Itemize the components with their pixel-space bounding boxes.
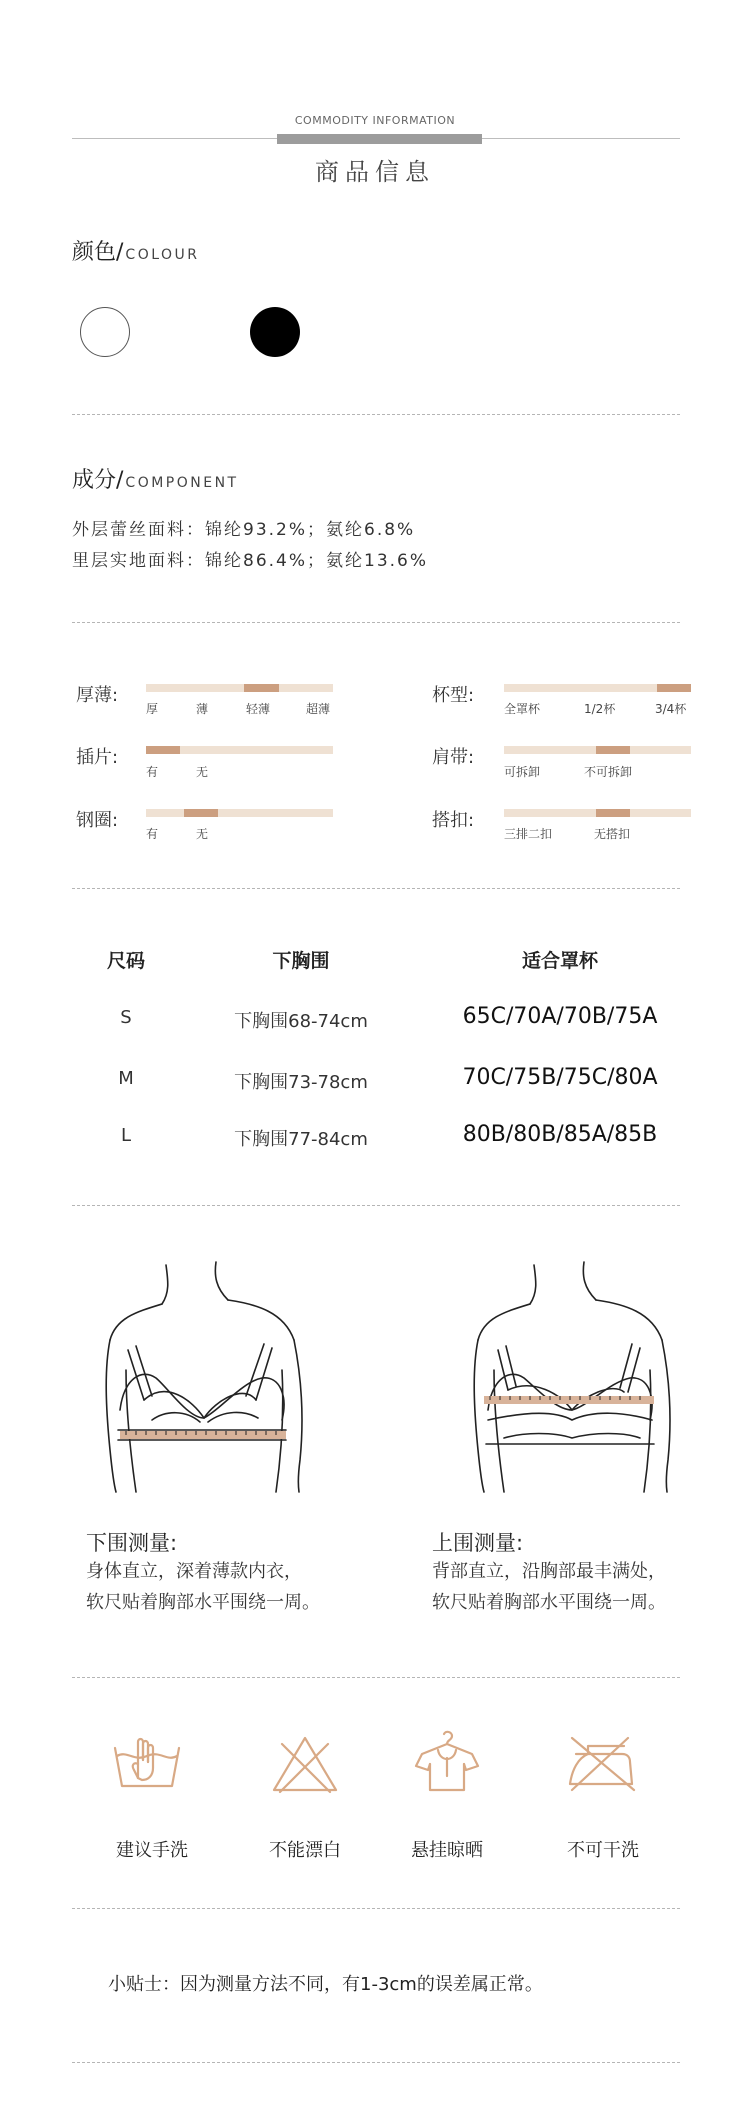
colour-section-title bbox=[72, 235, 200, 266]
cup-tick: 1/2杯 bbox=[584, 702, 616, 716]
size-row-m-underbust: 下胸围73-78cm bbox=[234, 1072, 368, 1093]
colour-title-cn: 颜色/ bbox=[72, 240, 124, 265]
strap-track bbox=[504, 746, 691, 754]
colour-swatch-black[interactable] bbox=[250, 307, 300, 357]
header-title-en: COMMODITY INFORMATION bbox=[294, 114, 456, 127]
thickness-label: 厚薄: bbox=[76, 685, 119, 706]
strap-tick: 可拆卸 bbox=[504, 765, 541, 779]
colour-swatch-white[interactable] bbox=[80, 307, 130, 357]
cup-label: 杯型: bbox=[432, 685, 475, 706]
thickness-indicator bbox=[244, 684, 279, 692]
thickness-tick: 厚 bbox=[146, 702, 159, 716]
divider bbox=[72, 622, 680, 623]
hand-wash-icon bbox=[112, 1734, 182, 1790]
strap-tick: 不可拆卸 bbox=[584, 765, 633, 779]
underbust-measure-line: 身体直立，深着薄款内衣， bbox=[86, 1561, 302, 1582]
size-row-l-size: L bbox=[120, 1125, 132, 1146]
upperbust-measure-line: 背部直立，沿胸部最丰满处， bbox=[432, 1561, 666, 1582]
thickness-track bbox=[146, 684, 333, 692]
hang-dry-icon bbox=[414, 1728, 480, 1794]
insert-indicator bbox=[146, 746, 180, 754]
size-header-size: 尺码 bbox=[106, 950, 145, 972]
underbust-measure-line: 软尺贴着胸部水平围绕一周。 bbox=[86, 1592, 320, 1613]
size-header-underbust: 下胸围 bbox=[272, 950, 330, 972]
no-bleach-icon bbox=[270, 1734, 340, 1794]
header-title-cn: 商品信息 bbox=[315, 158, 435, 186]
wire-indicator bbox=[184, 809, 218, 817]
size-row-m-size: M bbox=[118, 1068, 134, 1089]
size-row-s-underbust: 下胸围68-74cm bbox=[234, 1011, 368, 1032]
divider bbox=[72, 1677, 680, 1678]
strap-label: 肩带: bbox=[432, 747, 475, 768]
no-dry-clean-icon bbox=[566, 1734, 640, 1792]
clasp-tick: 无搭扣 bbox=[594, 827, 631, 841]
thickness-tick: 超薄 bbox=[306, 702, 331, 716]
size-row-m-cup: 70C/75B/75C/80A bbox=[462, 1065, 658, 1090]
insert-tick: 无 bbox=[196, 765, 209, 779]
cup-track bbox=[504, 684, 691, 692]
wire-tick: 有 bbox=[146, 827, 159, 841]
hang-dry-label: 悬挂晾晒 bbox=[411, 1840, 483, 1861]
divider bbox=[72, 1908, 680, 1909]
colour-title-en: COLOUR bbox=[125, 247, 200, 263]
size-header-cup: 适合罩杯 bbox=[521, 950, 598, 972]
wire-label: 钢圈: bbox=[76, 810, 119, 831]
thickness-tick: 薄 bbox=[196, 702, 209, 716]
size-row-l-underbust: 下胸围77-84cm bbox=[234, 1129, 368, 1150]
clasp-label: 搭扣: bbox=[432, 810, 475, 831]
size-row-s-size: S bbox=[120, 1007, 132, 1028]
insert-tick: 有 bbox=[146, 765, 159, 779]
clasp-tick: 三排二扣 bbox=[504, 827, 553, 841]
divider bbox=[72, 888, 680, 889]
no-dry-clean-label: 不可干洗 bbox=[567, 1840, 639, 1861]
size-row-s-cup: 65C/70A/70B/75A bbox=[462, 1004, 658, 1029]
header-bar bbox=[277, 134, 482, 144]
upperbust-measure-illustration bbox=[464, 1260, 684, 1495]
underbust-measure-title: 下围测量: bbox=[86, 1531, 178, 1555]
clasp-track bbox=[504, 809, 691, 817]
hand-wash-label: 建议手洗 bbox=[116, 1840, 188, 1861]
divider bbox=[72, 2062, 680, 2063]
clasp-indicator bbox=[596, 809, 630, 817]
component-title-en: COMPONENT bbox=[125, 475, 239, 491]
underbust-measure-illustration bbox=[96, 1260, 316, 1495]
cup-tick: 3/4杯 bbox=[655, 702, 687, 716]
insert-track bbox=[146, 746, 333, 754]
divider bbox=[72, 414, 680, 415]
divider bbox=[72, 1205, 680, 1206]
size-row-l-cup: 80B/80B/85A/85B bbox=[462, 1122, 658, 1147]
component-title-cn: 成分/ bbox=[72, 468, 124, 493]
component-line-inner: 里层实地面料：锦纶86.4%；氨纶13.6% bbox=[72, 551, 429, 571]
upperbust-measure-title: 上围测量: bbox=[432, 1531, 524, 1555]
strap-indicator bbox=[596, 746, 630, 754]
cup-indicator bbox=[657, 684, 691, 692]
wire-tick: 无 bbox=[196, 827, 209, 841]
insert-label: 插片: bbox=[76, 747, 119, 768]
component-section-title bbox=[72, 463, 239, 494]
no-bleach-label: 不能漂白 bbox=[269, 1840, 341, 1861]
cup-tick: 全罩杯 bbox=[504, 702, 541, 716]
measurement-tip: 小贴士：因为测量方法不同，有1-3cm的误差属正常。 bbox=[108, 1974, 543, 1995]
upperbust-measure-line: 软尺贴着胸部水平围绕一周。 bbox=[432, 1592, 666, 1613]
wire-track bbox=[146, 809, 333, 817]
thickness-tick: 轻薄 bbox=[246, 702, 271, 716]
component-line-outer: 外层蕾丝面料：锦纶93.2%；氨纶6.8% bbox=[72, 520, 416, 540]
